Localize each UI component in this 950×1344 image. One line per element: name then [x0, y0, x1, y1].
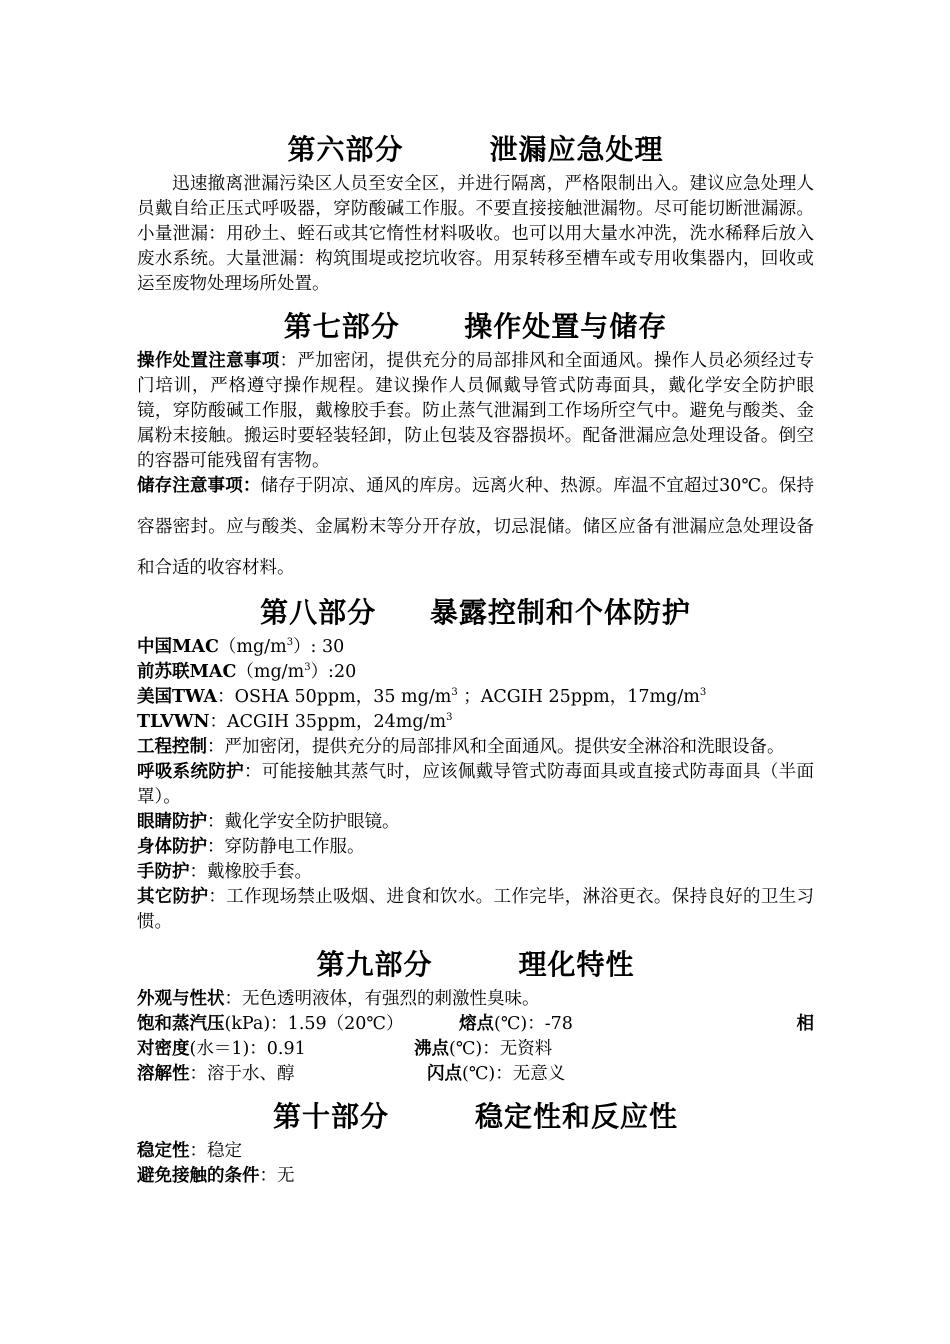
- solubility-label: 溶解性: [137, 1064, 190, 1084]
- twa-line: [137, 685, 814, 710]
- vapor-pressure: [137, 1012, 459, 1037]
- handling-label: 操作处置注意事项: [137, 351, 280, 371]
- mac-china-unit: （mg/m: [218, 637, 287, 657]
- stability-text: ：稳定: [189, 1141, 242, 1161]
- respiratory-label: 呼吸系统防护: [137, 762, 244, 782]
- avoid-conditions-line: [137, 1164, 814, 1189]
- body-label: 身体防护: [137, 837, 207, 857]
- mac-china-value: ）: 30: [293, 637, 345, 657]
- body-text: ：穿防静电工作服。: [207, 837, 365, 857]
- respiratory-text: ：可能接触其蒸气时，应该佩戴导管式防毒面具或直接式防毒面具（半面罩）。: [137, 762, 815, 807]
- hand-protection: [137, 860, 814, 885]
- avoid-conditions-text: ：无: [259, 1166, 295, 1186]
- twa-sup-b: 3: [699, 687, 707, 699]
- mac-ussr-sup: 3: [304, 662, 311, 674]
- tlvwn-sup: 3: [446, 712, 453, 724]
- section-7-title: 第七部分 操作处置与储存: [283, 310, 668, 343]
- vapor-melting-row: [137, 1012, 814, 1037]
- engineering-label: 工程控制: [137, 737, 207, 757]
- twa-text-b: ；ACGIH 25ppm，17mg/m: [457, 687, 700, 707]
- mac-china-line: [137, 635, 814, 660]
- handling-paragraph: [137, 349, 814, 474]
- solubility-flash-row: [137, 1062, 814, 1087]
- eye-label: 眼睛防护: [137, 812, 207, 832]
- melting-point: [459, 1012, 797, 1037]
- storage-paragraph: [137, 466, 814, 589]
- melting-point-label: 熔点: [459, 1014, 494, 1034]
- mac-china-label: 中国MAC: [137, 637, 219, 657]
- storage-text: 储存于阴凉、通风的库房。远离火种、热源。库温不宜超过30℃。保持容器密封。应与酸类、金属粉末等分开存放，切忌混储。储区应备有泄漏应急处理设备和合适的收容材料。: [137, 476, 815, 578]
- other-label: 其它防护: [137, 887, 209, 907]
- boiling-point-text: (℃)：无资料: [449, 1039, 553, 1059]
- relative-density-label: 对密度: [137, 1039, 190, 1059]
- relative-density-text: (水＝1)：0.91: [189, 1039, 306, 1059]
- body-protection: [137, 835, 814, 860]
- mac-ussr-line: [137, 660, 814, 685]
- mac-ussr-unit: （mg/m: [236, 662, 305, 682]
- solubility-text: ：溶于水、醇: [189, 1064, 295, 1084]
- eye-text: ：戴化学安全防护眼镜。: [207, 812, 400, 832]
- mac-china-sup: 3: [286, 637, 294, 649]
- document-page: [137, 118, 814, 1189]
- vapor-pressure-text: (kPa)：1.59（20℃）: [224, 1014, 404, 1034]
- eye-protection: [137, 810, 814, 835]
- section-6-title: 第六部分 泄漏应急处理: [287, 133, 664, 166]
- melting-point-text: (℃)：-78: [494, 1014, 573, 1034]
- appearance-label: 外观与性状: [137, 989, 225, 1009]
- appearance-line: [137, 987, 814, 1012]
- boiling-point-label: 沸点: [414, 1039, 449, 1059]
- hand-text: ：戴橡胶手套。: [189, 862, 312, 882]
- section-8-title: 第八部分 暴露控制和个体防护: [260, 596, 691, 629]
- section-10-title: 第十部分 稳定性和反应性: [273, 1100, 678, 1133]
- solubility: [137, 1062, 427, 1087]
- other-protection: [137, 885, 814, 935]
- hand-label: 手防护: [137, 862, 190, 882]
- storage-label: 储存注意事项：: [137, 476, 261, 496]
- section-9-title: 第九部分 理化特性: [316, 948, 635, 981]
- relative-density-label-start: 相: [796, 1014, 814, 1034]
- relative-density: [137, 1037, 414, 1062]
- appearance-text: ：无色透明液体，有强烈的刺激性臭味。: [224, 989, 540, 1009]
- flash-point: [427, 1062, 565, 1087]
- tlvwn-label: TLVWN: [137, 712, 210, 732]
- handling-text: ：严加密闭，提供充分的局部排风和全面通风。操作人员必须经过专门培训，严格遵守操作规程。建议操作人员佩戴导管式防毒面具，戴化学安全防护眼镜，穿防酸碱工作服，戴橡胶手套。防止蒸气泄漏到工作场所空气中。避免与酸类、金属粉末接触。搬运时要轻装轻卸，防止包装及容器损坏。配备泄漏应急处理设备。倒空的容器可能残留有害物。: [137, 351, 815, 471]
- twa-sup-a: 3: [451, 687, 458, 699]
- boiling-point: [414, 1037, 552, 1062]
- engineering-text: ：严加密闭，提供充分的局部排风和全面通风。提供安全淋浴和洗眼设备。: [207, 737, 785, 757]
- density-boiling-row: [137, 1037, 814, 1062]
- avoid-conditions-label: 避免接触的条件: [137, 1166, 260, 1186]
- mac-ussr-value: ）:20: [310, 662, 357, 682]
- flash-point-text: (℃)：无意义: [462, 1064, 566, 1084]
- respiratory-protection: [137, 760, 814, 810]
- flash-point-label: 闪点: [427, 1064, 462, 1084]
- stability-line: [137, 1139, 814, 1164]
- other-text: ：工作现场禁止吸烟、进食和饮水。工作完毕，淋浴更衣。保持良好的卫生习惯。: [137, 887, 815, 932]
- mac-ussr-label: 前苏联MAC: [137, 662, 237, 682]
- engineering-control: [137, 735, 814, 760]
- twa-text-a: ：OSHA 50ppm，35 mg/m: [217, 687, 452, 707]
- tlvwn-text: ：ACGIH 35ppm，24mg/m: [209, 712, 447, 732]
- twa-label: 美国TWA: [137, 687, 218, 707]
- vapor-pressure-label: 饱和蒸汽压: [137, 1014, 225, 1034]
- tlvwn-line: [137, 710, 814, 735]
- stability-label: 稳定性: [137, 1141, 190, 1161]
- section-6-body: 迅速撤离泄漏污染区人员至安全区，并进行隔离，严格限制出入。建议应急处理人员戴自给正压式呼吸器，穿防酸碱工作服。不要直接接触泄漏物。尽可能切断泄漏源。小量泄漏：用砂土、蛭石或其它惰性材料吸收。也可以用大量水冲洗，洗水稀释后放入废水系统。大量泄漏：构筑围堤或挖坑收容。用泵转移至槽车或专用收集器内，回收或运至废物处理场所处置。: [137, 174, 814, 294]
